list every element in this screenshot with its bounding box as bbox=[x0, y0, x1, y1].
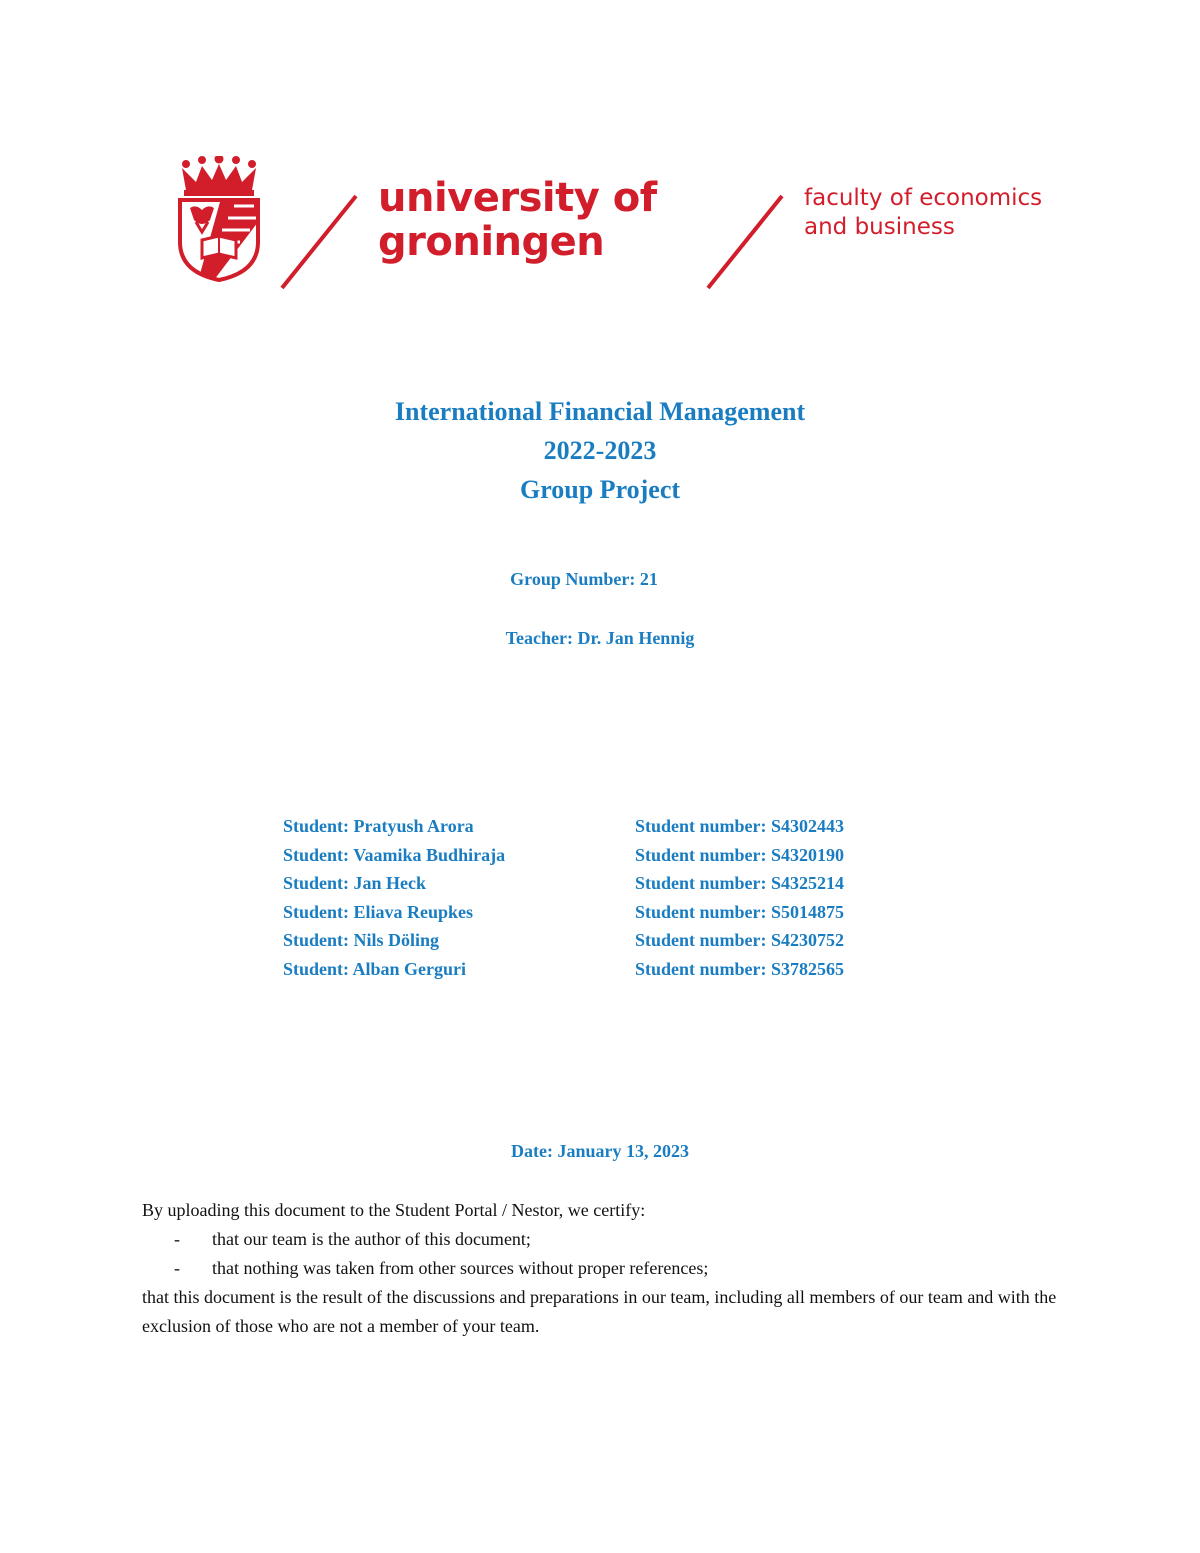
student-name: Student: Nils Döling bbox=[283, 930, 440, 951]
student-row bbox=[283, 812, 903, 841]
certification-closing: that this document is the result of the discussions and preparations in our team, including all members of our team and with the exclusion of those who are not a member of your team. bbox=[142, 1287, 1057, 1336]
student-row bbox=[283, 898, 903, 927]
student-name: Student: Eliava Reupkes bbox=[283, 901, 474, 922]
submission-date: Date: January 13, 2023 bbox=[511, 1141, 689, 1161]
certification-bullet-text: that our team is the author of this document; bbox=[212, 1229, 531, 1249]
faculty-name-line2: and business bbox=[804, 214, 955, 240]
faculty-name-line1: faculty of economics bbox=[804, 185, 1043, 211]
student-row bbox=[283, 869, 903, 898]
certification-statement bbox=[142, 1196, 1062, 1341]
student-number: Student number: S5014875 bbox=[635, 901, 845, 922]
title-course: International Financial Management bbox=[394, 397, 806, 426]
student-number: Student number: S3782565 bbox=[635, 958, 845, 979]
document-title bbox=[0, 392, 1200, 509]
student-name: Student: Jan Heck bbox=[283, 873, 427, 894]
bullet-marker: - bbox=[174, 1258, 180, 1278]
student-number: Student number: S4320190 bbox=[635, 844, 845, 865]
student-number: Student number: S4302443 bbox=[635, 816, 845, 836]
university-name-line2: groningen bbox=[378, 219, 605, 265]
title-year: 2022-2023 bbox=[543, 436, 657, 465]
faculty-name bbox=[804, 184, 1042, 242]
university-crest-icon bbox=[176, 156, 262, 282]
certification-intro: By uploading this document to the Student Portal / Nestor, we certify: bbox=[142, 1200, 646, 1220]
certification-bullet bbox=[142, 1254, 1062, 1283]
certification-bullet bbox=[142, 1225, 1062, 1254]
student-row bbox=[283, 926, 903, 955]
university-name bbox=[378, 176, 657, 264]
separator-slash-icon bbox=[702, 192, 792, 292]
separator-slash-icon bbox=[276, 192, 366, 292]
bullet-marker: - bbox=[174, 1229, 180, 1249]
university-name-line1: university of bbox=[378, 175, 657, 221]
student-name: Student: Alban Gerguri bbox=[283, 958, 467, 979]
student-name: Student: Pratyush Arora bbox=[283, 816, 474, 836]
title-project: Group Project bbox=[519, 475, 681, 504]
teacher: Teacher: Dr. Jan Hennig bbox=[505, 628, 695, 648]
student-number: Student number: S4230752 bbox=[635, 930, 845, 951]
group-number: Group Number: 21 bbox=[510, 569, 658, 589]
student-row bbox=[283, 955, 903, 984]
student-list bbox=[283, 812, 903, 984]
student-name: Student: Vaamika Budhiraja bbox=[283, 844, 506, 865]
student-number: Student number: S4325214 bbox=[635, 873, 845, 894]
student-row bbox=[283, 841, 903, 870]
letterhead bbox=[0, 0, 1200, 300]
certification-bullet-text: that nothing was taken from other sources without proper references; bbox=[212, 1258, 709, 1278]
